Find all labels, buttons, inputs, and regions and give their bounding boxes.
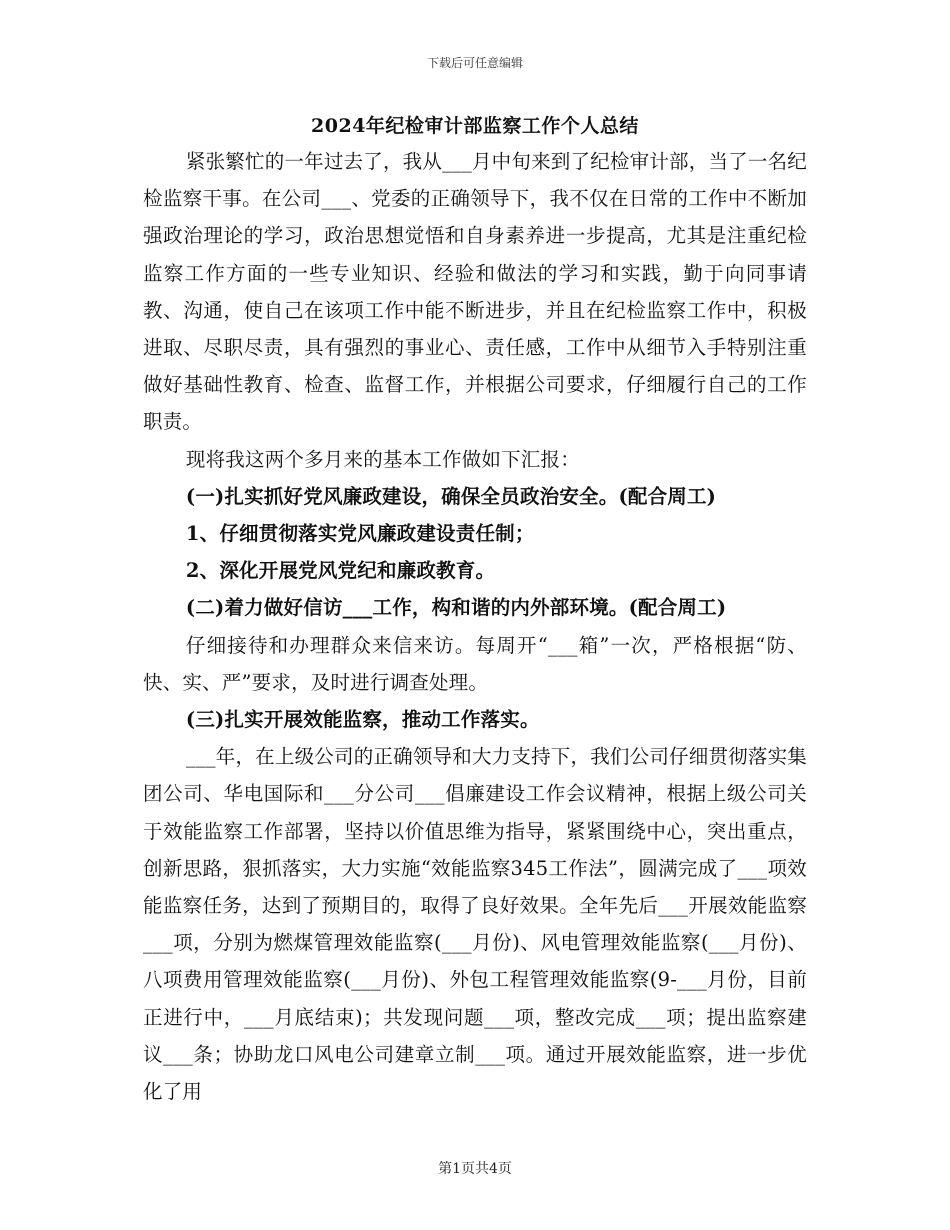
document-title: 2024年纪检审计部监察工作个人总结	[311, 115, 639, 137]
paragraph-report-lead: 现将我这两个多月来的基本工作做如下汇报：	[185, 447, 580, 471]
page-number: 第1页共4页	[438, 1161, 512, 1177]
section-heading-3: (三)扎实开展效能监察，推动工作落实。	[185, 708, 540, 732]
section-heading-1: (一)扎实抓好党风廉政建设，确保全员政治安全。(配合周工)	[185, 484, 717, 508]
section-heading-2: (二)着力做好信访___工作，构和谐的内外部环境。(配合周工)	[185, 596, 727, 620]
list-item-2: 2、深化开展党风党纪和廉政教育。	[185, 559, 496, 583]
list-item-1: 1、仔细贯彻落实党风廉政建设责任制；	[185, 522, 535, 546]
document-body	[143, 113, 807, 1110]
page-header-note: 下载后可任意编辑	[426, 56, 523, 70]
paragraph-petitions: 仔细接待和办理群众来信来访。每周开“___箱”一次，严格根据“防、快、实、严”要求，及时进行调查处理。	[143, 633, 807, 694]
paragraph-intro: 紧张繁忙的一年过去了，我从___月中旬来到了纪检审计部，当了一名纪检监察干事。在公司___、党委的正确领导下，我不仅在日常的工作中不断加强政治理论的学习，政治思想觉悟和自身素养进一步提高，尤其是注重纪检监察工作方面的一些专业知识、经验和做法的学习和实践，勤于向同事请教、沟通，使自己在该项工作中能不断进步，并且在纪检监察工作中，积极进取、尽职尽责，具有强烈的事业心、责任感，工作中从细节入手特别注重做好基础性教育、检查、监督工作，并根据公司要求，仔细履行自己的工作职责。	[143, 150, 807, 434]
paragraph-efficiency: ___年，在上级公司的正确领导和大力支持下，我们公司仔细贯彻落实集团公司、华电国际和___分公司___倡廉建设工作会议精神，根据上级公司关于效能监察工作部署，坚持以价值思维为指导，紧紧围绕中心，突出重点，创新思路，狠抓落实，大力实施“效能监察345工作法”，圆满完成了___项效能监察任务，达到了预期目的，取得了良好效果。全年先后___开展效能监察___项，分别为燃煤管理效能监察(___月份)、风电管理效能监察(___月份)、八项费用管理效能监察(___月份)、外包工程管理效能监察(9-___月份，目前正进行中，___月底结束)；共发现问题___项，整改完成___项；提出监察建议___条；协助龙口风电公司建章立制___项。通过开展效能监察，进一步优化了用	[143, 745, 807, 1104]
